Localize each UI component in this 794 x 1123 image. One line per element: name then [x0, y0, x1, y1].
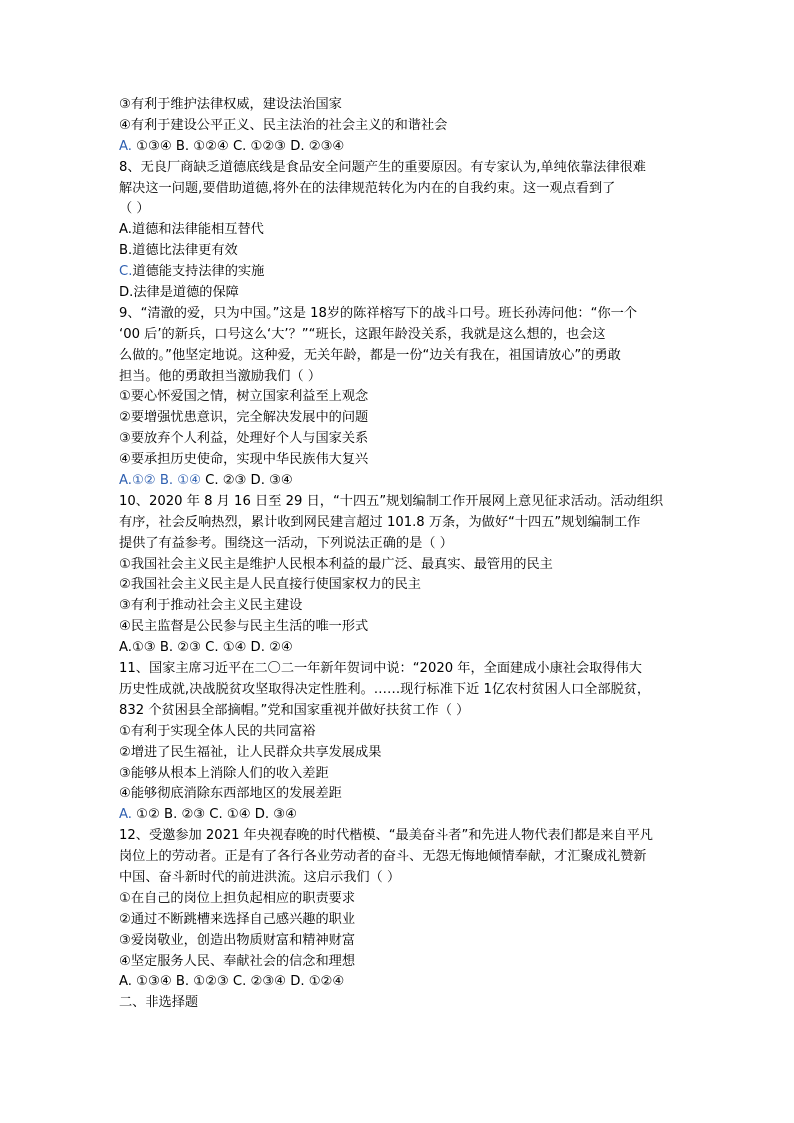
q10-stem-line-2: 有序，社会反响热烈，累计收到网民建言超过 101.8 万条，为做好“十四五”规划编制工作: [119, 514, 641, 530]
q8-option-d: D.法律是道德的保障: [119, 285, 239, 301]
q9-statement-2: ②要增强忧患意识，完全解决发展中的问题: [119, 410, 369, 426]
q9-stem-line-2: ‘00 后’的新兵，口号这么‘大’？”“班长，这跟年龄没关系，我就是这么想的，也会这: [119, 326, 606, 342]
q12-stem-line-1: 12、受邀参加 2021 年央视春晚的时代楷模、“最美奋斗者”和先进人物代表们都是来自平凡: [119, 828, 653, 844]
q9-option-a: A.①②: [119, 473, 156, 489]
q11-statement-3: ③能够从根本上消除人们的收入差距: [119, 765, 329, 781]
q12-options: [119, 972, 679, 993]
q9-option-d: D. ③④: [246, 473, 293, 489]
q11-option-a: ①②: [131, 807, 160, 823]
q10-statement-1: ①我国社会主义民主是维护人民根本利益的最广泛、最真实、最管用的民主: [119, 556, 553, 572]
q7-option-a-letter: A.: [119, 138, 132, 154]
q10-statement-3: ③有利于推动社会主义民主建设: [119, 598, 303, 614]
q12-stem-line-3: 中国、奋斗新时代的前进洪流。这启示我们（ ）: [119, 869, 401, 885]
q12-option-d: D. ①②④: [286, 974, 345, 990]
q10-stem-line-1: 10、2020 年 8 月 16 日至 29 日，“十四五”规划编制工作开展网上意见征求活动。活动组织: [119, 493, 664, 509]
q11-stem-line-2: 历史性成就,决战脱贫攻坚取得决定性胜利。……现行标准下近 1亿农村贫困人口全部脱贫，: [119, 681, 651, 697]
q7-option-b: B. ①②④: [171, 138, 229, 154]
q7-statement-4: ④有利于建设公平正义、民主法治的社会主义的和谐社会: [119, 117, 448, 133]
q8-stem-line-1: 8、无良厂商缺乏道德底线是食品安全问题产生的重要原因。有专家认为,单纯依靠法律很难: [119, 159, 646, 175]
q7-option-c: C. ①②③: [228, 138, 287, 154]
q11-option-c: C. ①④: [205, 807, 251, 823]
q12-statement-3: ③爱岗敬业，创造出物质财富和精神财富: [119, 932, 356, 948]
q12-option-b: B. ①②③: [171, 974, 229, 990]
q9-statement-4: ④要承担历史使命，实现中华民族伟大复兴: [119, 452, 369, 468]
q8-option-c-letter: C.: [119, 264, 133, 280]
q11-statement-2: ②增进了民生福祉，让人民群众共享发展成果: [119, 744, 382, 760]
q10-option-b: B. ②③: [155, 640, 201, 656]
q10-stem-line-3: 提供了有益参考。围绕这一活动，下列说法正确的是（ ）: [119, 535, 453, 551]
q8-option-b: B.道德比法律更有效: [119, 243, 238, 259]
q12-statement-4: ④坚定服务人民、奉献社会的信念和理想: [119, 953, 356, 969]
q12-option-c: C. ②③④: [228, 974, 286, 990]
q7-option-d: D. ②③④: [286, 138, 345, 154]
q8-stem-line-3: （ ）: [119, 201, 150, 217]
q10-option-d: D. ②④: [246, 640, 293, 656]
q8-stem-line-2: 解决这一问题,要借助道德,将外在的法律规范转化为内在的自我约束。这一观点看到了: [119, 180, 616, 196]
q8-option-a: A.道德和法律能相互替代: [119, 222, 264, 238]
q9-statement-1: ①要心怀爱国之情，树立国家利益至上观念: [119, 389, 369, 405]
q7-option-a: ①③④: [131, 138, 172, 154]
q9-option-b: B. ①④: [155, 473, 201, 489]
q7-options: [119, 137, 679, 158]
q10-options: [119, 638, 679, 659]
q10-option-c: C. ①④: [200, 640, 247, 656]
q10-statement-4: ④民主监督是公民参与民主生活的唯一形式: [119, 619, 369, 635]
q12-statement-2: ②通过不断跳槽来选择自己感兴趣的职业: [119, 911, 356, 927]
q11-stem-line-3: 832 个贫困县全部摘帽。”党和国家重视并做好扶贫工作（ ）: [119, 702, 470, 718]
q10-option-a: A.①③: [119, 640, 156, 656]
q9-stem-line-4: 担当。他的勇敢担当激励我们（ ）: [119, 368, 322, 384]
exam-page: [119, 95, 679, 1014]
q11-statement-1: ①有利于实现全体人民的共同富裕: [119, 723, 316, 739]
q12-stem-line-2: 岗位上的劳动者。正是有了各行各业劳动者的奋斗、无怨无悔地倾情奉献，才汇聚成礼赞新: [119, 849, 647, 865]
q8-option-c-row: [119, 262, 679, 283]
q9-stem-line-1: 9、“清澈的爱，只为中国。”这是 18岁的陈祥榕写下的战斗口号。班长孙涛问他：“你一个: [119, 305, 638, 321]
q11-option-d: D. ③④: [250, 807, 297, 823]
q11-stem-line-1: 11、国家主席习近平在二〇二一年新年贺词中说：“2020 年，全面建成小康社会取得伟大: [119, 661, 642, 677]
section-2-title: 二、非选择题: [119, 995, 199, 1011]
q12-statement-1: ①在自己的岗位上担负起相应的职责要求: [119, 890, 356, 906]
q9-options: [119, 471, 679, 492]
q9-option-c: C. ②③: [200, 473, 247, 489]
q11-option-b: B. ②③: [159, 807, 206, 823]
q11-options: [119, 805, 679, 826]
q10-statement-2: ②我国社会主义民主是人民直接行使国家权力的民主: [119, 577, 421, 593]
q7-statement-3: ③有利于维护法律权威，建设法治国家: [119, 97, 342, 112]
q11-option-a-letter: A.: [119, 807, 132, 823]
q8-option-c: 道德能支持法律的实施: [132, 264, 265, 280]
q12-option-a: A. ①③④: [119, 974, 172, 990]
q11-statement-4: ④能够彻底消除东西部地区的发展差距: [119, 786, 342, 802]
q9-stem-line-3: 么做的。”他坚定地说。这种爱，无关年龄，都是一份“边关有我在，祖国请放心”的勇敢: [119, 347, 621, 363]
q9-statement-3: ③要放弃个人利益，处理好个人与国家关系: [119, 431, 369, 447]
